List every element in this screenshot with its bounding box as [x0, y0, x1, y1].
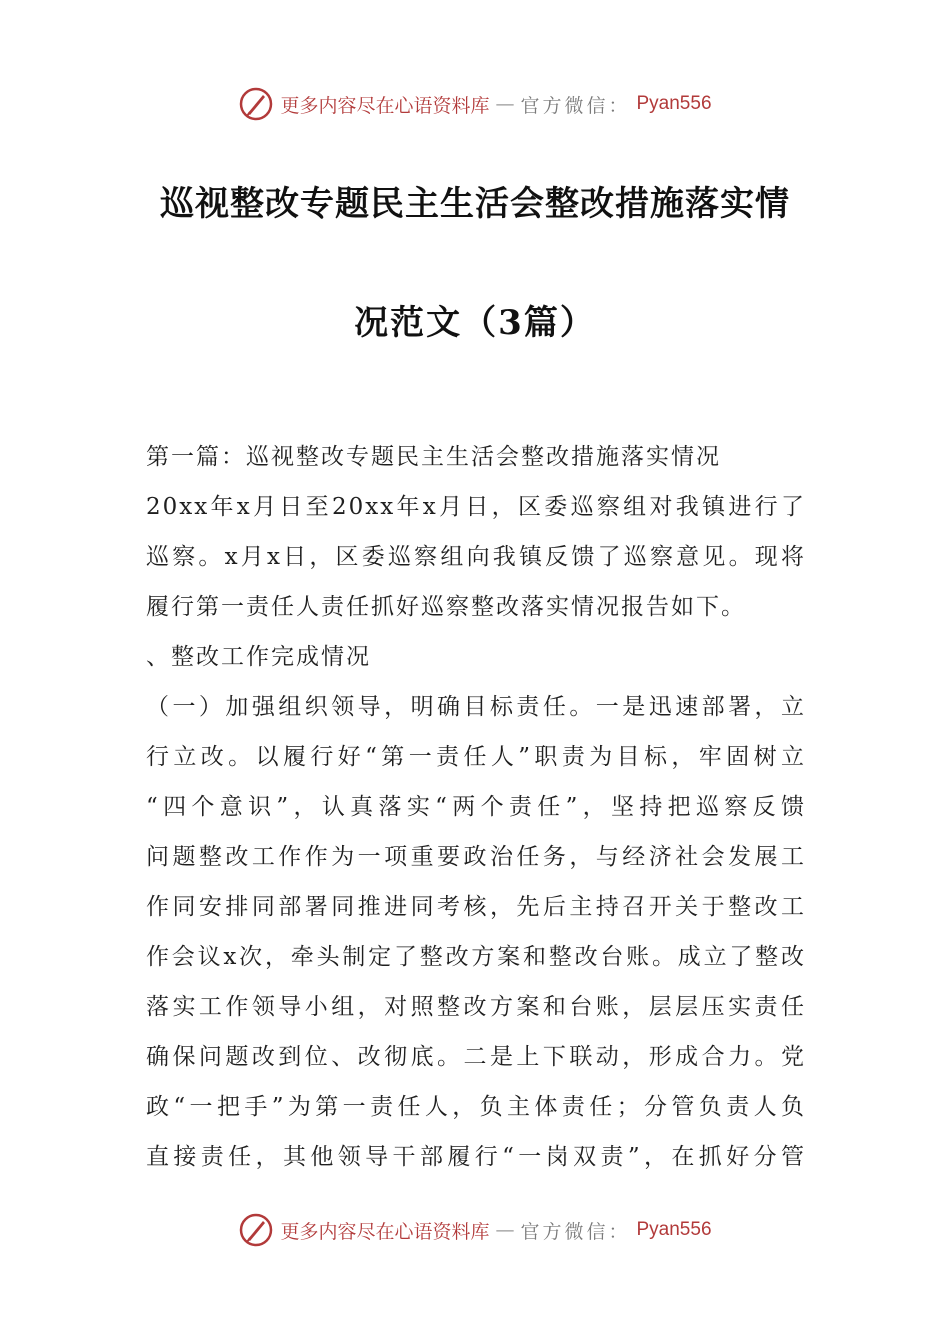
banner-dash: — — [495, 93, 515, 115]
body-line: 政“一把手”为第一责任人，负主体责任；分管负责人负 — [146, 1094, 806, 1120]
body-line: 履行第一责任人责任抓好巡察整改落实情况报告如下。 — [146, 594, 746, 620]
body-line: 第一篇：巡视整改专题民主生活会整改措施落实情况 — [146, 444, 721, 470]
banner-text: 更多内容尽在心语资料库 — [280, 94, 490, 117]
document-title-line-2: 况范文（3篇） — [354, 303, 596, 343]
footer-banner — [0, 1210, 950, 1250]
body-line: （一）加强组织领导，明确目标责任。一是迅速部署，立 — [146, 694, 806, 720]
body-line: 问题整改工作作为一项重要政治任务，与经济社会发展工 — [146, 844, 806, 870]
banner-dash: — — [495, 1219, 515, 1241]
body-line: 直接责任，其他领导干部履行“一岗双责”，在抓好分管 — [146, 1144, 806, 1170]
banner-text: 更多内容尽在心语资料库 — [280, 1220, 490, 1243]
quill-logo-icon — [238, 86, 274, 122]
banner-wechat-id: Pyan556 — [636, 1219, 712, 1240]
body-line: 巡察。x月x日，区委巡察组向我镇反馈了巡察意见。现将 — [146, 544, 806, 570]
body-line: 落实工作领导小组，对照整改方案和台账，层层压实责任 — [146, 994, 806, 1020]
header-banner — [0, 84, 950, 124]
body-line: 确保问题改到位、改彻底。二是上下联动，形成合力。党 — [146, 1044, 806, 1070]
body-line: 20xx年x月日至20xx年x月日，区委巡察组对我镇进行了 — [146, 494, 806, 520]
body-line: 作会议x次，牵头制定了整改方案和整改台账。成立了整改 — [146, 944, 806, 970]
banner-wechat-label: 官方微信： — [520, 1220, 631, 1243]
body-line: 作同安排同部署同推进同考核，先后主持召开关于整改工 — [146, 894, 806, 920]
body-line: 、整改工作完成情况 — [146, 644, 371, 670]
document-title-line-1: 巡视整改专题民主生活会整改措施落实情 — [160, 184, 790, 224]
quill-logo-icon — [238, 1212, 274, 1248]
banner-wechat-label: 官方微信： — [520, 94, 631, 117]
document-body — [146, 432, 806, 1182]
body-line: 行立改。以履行好“第一责任人”职责为目标，牢固树立 — [146, 744, 806, 770]
banner-wechat-id: Pyan556 — [636, 93, 712, 114]
body-line: “四个意识”，认真落实“两个责任”，坚持把巡察反馈 — [146, 794, 806, 820]
